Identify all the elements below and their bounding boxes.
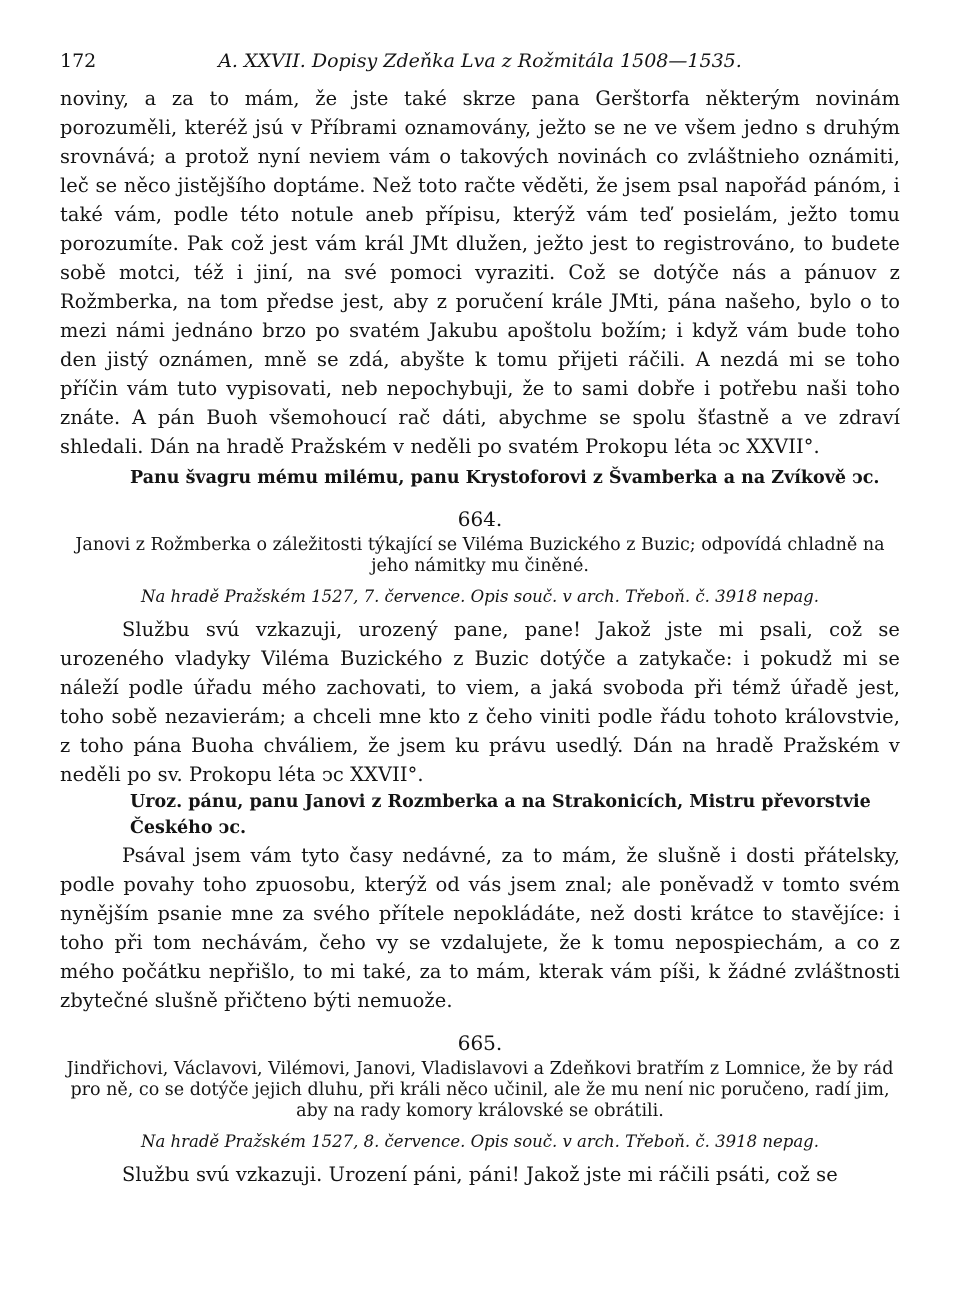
letter-664 [60,505,900,1015]
letter-source: Na hradě Pražském 1527, 8. července. Opis souč. v arch. Třeboň. č. 3918 nepag. [141,1132,819,1151]
document-page [60,50,900,1189]
page-number: 172 [60,50,97,72]
letter-paragraph: Psával jsem vám tyto časy nedávné, za to mám, že slušně i dosti přátelsky, podle povahy toho zpuosobu, kterýž od vás jsem znal; ale poněvadž v tomto svém nynějším psanie mne za svého přítele nepokládáte, než dosti krátce to stavějíce: i toho při tom nechávám, čeho vy se vzdalujete, že k tomu nepospiechám, a co z mého počátku nepřišlo, to mi také, za to mám, kterak vám píši, k žádné zvláštnosti zbytečné slušně přičteno býti nemuože. [60,844,900,1012]
letter-summary: Janovi z Rožmberka o záležitosti týkající se Viléma Buzického z Buzic; odpovídá chladně na jeho námitky mu činěné. [75,535,885,576]
letter-number: 664. [457,507,503,531]
letter-665 [60,1029,900,1189]
letter-source: Na hradě Pražském 1527, 7. července. Opis souč. v arch. Třeboň. č. 3918 nepag. [141,587,819,606]
running-header [60,50,900,84]
continuation-paragraph: noviny, a za to mám, že jste také skrze pana Gerštorfa některým novinám porozuměli, kteréž jsú v Příbrami oznamovány, ježto se ne ve všem jedno s druhým srovnává; a protož nyní neviem vám o takových novinách co zvláštnieho oznámiti, leč se něco jistějšího doptáme. Než toto račte věděti, že jsem psal napořád pánóm, i také vám, podle této notule aneb přípisu, kterýž vám teď posielám, ježto tomu porozumíte. Pak což jest vám král JMt dlužen, ježto jest to registrováno, to budete sobě motci, též i jiní, na své pomoci vyraziti. Což se dotýče nás a pánuov z Rožmberka, na tom předse jest, aby z poručení krále JMti, pána našeho, bylo o to mezi námi jednáno brzo po svatém Jakubu apoštolu božím; i když vám bude toho den jistý oznámen, mně se zdá, abyšte k tomu přijeti ráčili. A nezdá mi se toho příčin vám tuto vypisovati, neb nepochybuji, že to sami dobře i potřebu naši toho znáte. A pán Buoh všemohoucí rač dáti, abychme se spolu šťastně a ve zdraví shledali. Dán na hradě Pražském v neděli po svatém Prokopu léta ↄc XXVII°. [60,87,900,458]
letter-number: 665. [457,1031,503,1055]
letter-address: Panu švagru mému milému, panu Krystoforovi z Švamberka a na Zvíkově ↄc. [130,468,880,488]
letter-paragraph: Službu svú vzkazuji. Urození páni, páni! Jakož jste mi ráčili psáti, což se [122,1163,838,1186]
letter-paragraph: Službu svú vzkazuji, urozený pane, pane! Jakož jste mi psali, což se urozeného vladyky Viléma Buzického z Buzic dotýče a zatykače: i pokudž mi se náleží podle úřadu mého zachovati, to viem, a jaká svoboda při témž úřadě jest, toho sobě nezavierám; a chceli mne kto z čeho viniti podle řádu tohoto královstvie, z toho pána Buoha chváliem, že jsem ku právu usedlý. Dán na hradě Pražském v neděli po sv. Prokopu léta ↄc XXVII°. [60,618,900,786]
letter-summary: Jindřichovi, Václavovi, Vilémovi, Janovi, Vladislavovi a Zdeňkovi bratřím z Lomnice, že by rád pro ně, co se dotýče jejich dluhu, při králi něco učinil, ale že mu není nic poručeno, radí jim, aby na rady komory královské se obrátili. [66,1059,894,1121]
running-title: A. XXVII. Dopisy Zdeňka Lva z Rožmitála 1508—1535. [218,50,742,72]
letter-address: Uroz. pánu, panu Janovi z Rozmberka a na Strakonicích, Mistru převorstvie Českého ↄc. [130,792,871,838]
